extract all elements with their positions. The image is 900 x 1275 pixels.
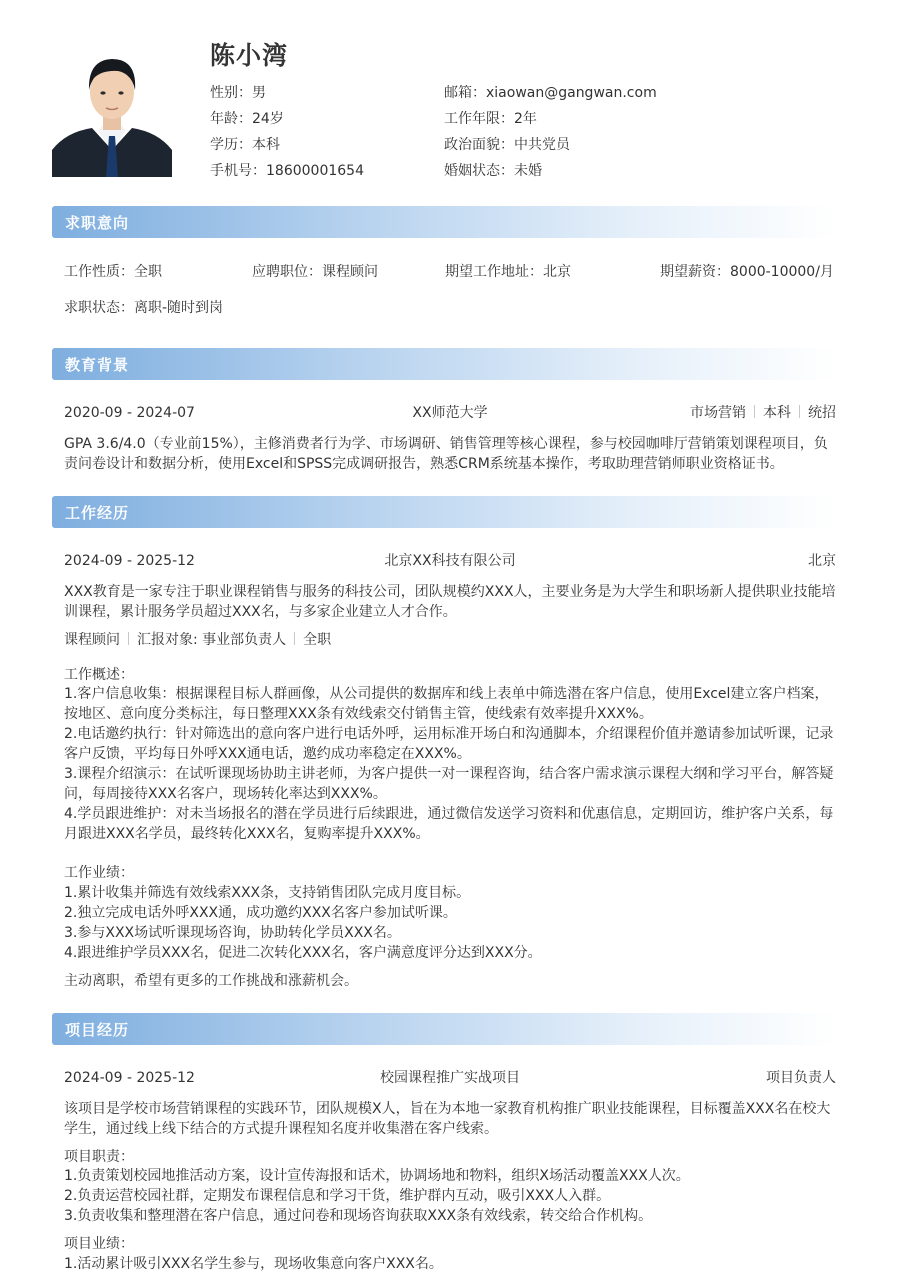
section-header-work [52, 496, 836, 528]
section-header-intent [52, 206, 836, 238]
work-result-line: 3.参与XXX场试听课现场咨询，协助转化学员XXX名。 [64, 925, 401, 941]
work-period: 2024-09 - 2025-12 [64, 553, 195, 569]
work-overview-line: 客户反馈，平均每日外呼XXX通电话，邀约成功率稳定在XXX%。 [64, 746, 471, 762]
work-overview-line: 问，每周接待XXX名客户，现场转化率达到XXX%。 [64, 786, 387, 802]
work-overview-line: 按地区、意向度分类标注，每日整理XXX条有效线索交付销售主管，使线索有效率提升XXX%。 [64, 706, 653, 722]
intent-value: 全职 [134, 264, 162, 280]
intent-label: 应聘职位： [252, 264, 322, 280]
education-desc-line: 责问卷设计和数据分析，使用Excel和SPSS完成调研报告，熟悉CRM系统基本操作，考取助理营销师职业资格证书。 [64, 456, 784, 472]
intent-label: 工作性质： [64, 264, 134, 280]
work-city: 北京 [808, 553, 836, 569]
section-title: 教育背景 [65, 356, 130, 374]
info-value: 未婚 [514, 163, 542, 179]
info-marital-status [444, 161, 657, 187]
project-duty-line: 1.负责策划校园地推活动方案，设计宣传海报和话术，协调场地和物料，组织X场活动覆盖XXX人次。 [64, 1168, 690, 1184]
info-gender [210, 83, 364, 109]
info-label: 学历： [210, 137, 252, 153]
education-period: 2020-09 - 2024-07 [64, 405, 195, 421]
intent-value: 课程顾问 [322, 264, 378, 280]
info-political-status [444, 135, 657, 161]
info-label: 婚姻状态： [444, 163, 514, 179]
section-title: 求职意向 [65, 214, 130, 232]
work-overview-line: 3.课程介绍演示：在试听课现场协助主讲老师，为客户提供一对一课程咨询，结合客户需求演示课程大纲和学习平台，解答疑 [64, 766, 834, 782]
work-role: 课程顾问 [64, 632, 120, 648]
info-label: 邮箱： [444, 85, 486, 101]
info-value: 24岁 [252, 111, 284, 127]
project-intro-line: 该项目是学校市场营销课程的实践环节，团队规模X人，旨在为本地一家教育机构推广职业技能课程，目标覆盖XXX名在校大 [64, 1101, 831, 1117]
project-role: 项目负责人 [766, 1070, 836, 1086]
divider [799, 405, 800, 418]
basic-info-left [210, 83, 364, 187]
project-duty-line: 2.负责运营校园社群，定期发布课程信息和学习干货，维护群内互动，吸引XXX人入群。 [64, 1188, 611, 1204]
candidate-name: 陈小湾 [210, 41, 289, 70]
education-degree: 本科 [763, 405, 791, 421]
project-result-line: 1.活动累计吸引XXX名学生参与，现场收集意向客户XXX名。 [64, 1256, 443, 1272]
info-value: 2年 [514, 111, 537, 127]
work-tags [64, 630, 836, 650]
education-type: 统招 [808, 405, 836, 421]
work-result-line: 4.跟进维护学员XXX名，促进二次转化XXX名，客户满意度评分达到XXX分。 [64, 945, 542, 961]
info-label: 政治面貌： [444, 137, 514, 153]
section-header-education [52, 348, 836, 380]
info-value: 中共党员 [514, 137, 570, 153]
work-intro-line: XXX教育是一家专注于职业课程销售与服务的科技公司，团队规模约XXX人，主要业务是为大学生和职场新人提供职业技能培 [64, 584, 836, 600]
info-education [210, 135, 364, 161]
info-age [210, 109, 364, 135]
intent-label: 期望薪资： [660, 264, 730, 280]
divider [128, 632, 129, 645]
profile-photo [52, 46, 172, 177]
project-name: 校园课程推广实战项目 [380, 1070, 520, 1086]
info-value: xiaowan@gangwan.com [486, 85, 657, 101]
info-value: 18600001654 [266, 163, 364, 179]
info-value: 男 [252, 85, 266, 101]
project-duty-line: 3.负责收集和整理潜在客户信息，通过问卷和现场咨询获取XXX条有效线索，转交给合作机构。 [64, 1208, 653, 1224]
divider [294, 632, 295, 645]
info-label: 年龄： [210, 111, 252, 127]
project-duty-label: 项目职责： [64, 1149, 134, 1165]
intent-label: 求职状态： [64, 300, 134, 316]
work-type: 全职 [303, 632, 332, 648]
info-label: 手机号： [210, 163, 266, 179]
project-intro-line: 学生，通过线上线下结合的方式提升课程知名度并收集潜在客户线索。 [64, 1121, 498, 1137]
education-school: XX师范大学 [412, 405, 488, 421]
project-results-label: 项目业绩： [64, 1236, 134, 1252]
section-title: 项目经历 [65, 1021, 130, 1039]
basic-info-right [444, 83, 657, 187]
education-row [64, 403, 836, 423]
intent-salary [660, 262, 834, 282]
info-phone [210, 161, 364, 187]
education-tags [690, 403, 836, 423]
info-email [444, 83, 657, 109]
intent-work-type [64, 262, 162, 282]
work-result-line: 1.累计收集并筛选有效线索XXX条，支持销售团队完成月度目标。 [64, 885, 471, 901]
section-header-project [52, 1013, 836, 1045]
education-desc-line: GPA 3.6/4.0（专业前15%），主修消费者行为学、市场调研、销售管理等核心课程，参与校园咖啡厅营销策划课程项目，负 [64, 436, 828, 452]
work-overview-line: 4.学员跟进维护：对未当场报名的潜在学员进行后续跟进，通过微信发送学习资料和优惠信息，定期回访，维护客户关系，每 [64, 806, 834, 822]
work-leave-reason: 主动离职，希望有更多的工作挑战和涨薪机会。 [64, 973, 358, 989]
info-label: 工作年限： [444, 111, 514, 127]
intent-status [64, 298, 223, 318]
intent-value: 8000-10000/月 [730, 264, 834, 280]
info-value: 本科 [252, 137, 280, 153]
work-results-label: 工作业绩： [64, 865, 134, 881]
divider [754, 405, 755, 418]
info-work-years [444, 109, 657, 135]
work-company: 北京XX科技有限公司 [384, 553, 516, 569]
project-period: 2024-09 - 2025-12 [64, 1070, 195, 1086]
intent-value: 离职-随时到岗 [134, 300, 224, 316]
intent-location [445, 262, 571, 282]
intent-position [252, 262, 378, 282]
section-title: 工作经历 [65, 504, 130, 522]
work-overview-line: 1.客户信息收集：根据课程目标人群画像，从公司提供的数据库和线上表单中筛选潜在客户信息，使用Excel建立客户档案， [64, 686, 829, 702]
education-major: 市场营销 [690, 405, 746, 421]
portrait-icon [52, 46, 172, 177]
work-overview-line: 月跟进XXX名学员，最终转化XXX名，复购率提升XXX%。 [64, 826, 430, 842]
work-overview-line: 2.电话邀约执行：针对筛选出的意向客户进行电话外呼，运用标准开场白和沟通脚本，介绍课程价值并邀请参加试听课，记录 [64, 726, 834, 742]
work-intro-line: 训课程，累计服务学员超过XXX名，与多家企业建立人才合作。 [64, 604, 457, 620]
work-result-line: 2.独立完成电话外呼XXX通，成功邀约XXX名客户参加试听课。 [64, 905, 457, 921]
work-row [64, 551, 836, 571]
work-report-to: 汇报对象: 事业部负责人 [137, 632, 287, 648]
intent-label: 期望工作地址： [445, 264, 543, 280]
project-row [64, 1068, 836, 1088]
info-label: 性别： [210, 85, 252, 101]
resume-header [52, 36, 852, 181]
work-overview-label: 工作概述： [64, 667, 134, 683]
intent-value: 北京 [543, 264, 571, 280]
